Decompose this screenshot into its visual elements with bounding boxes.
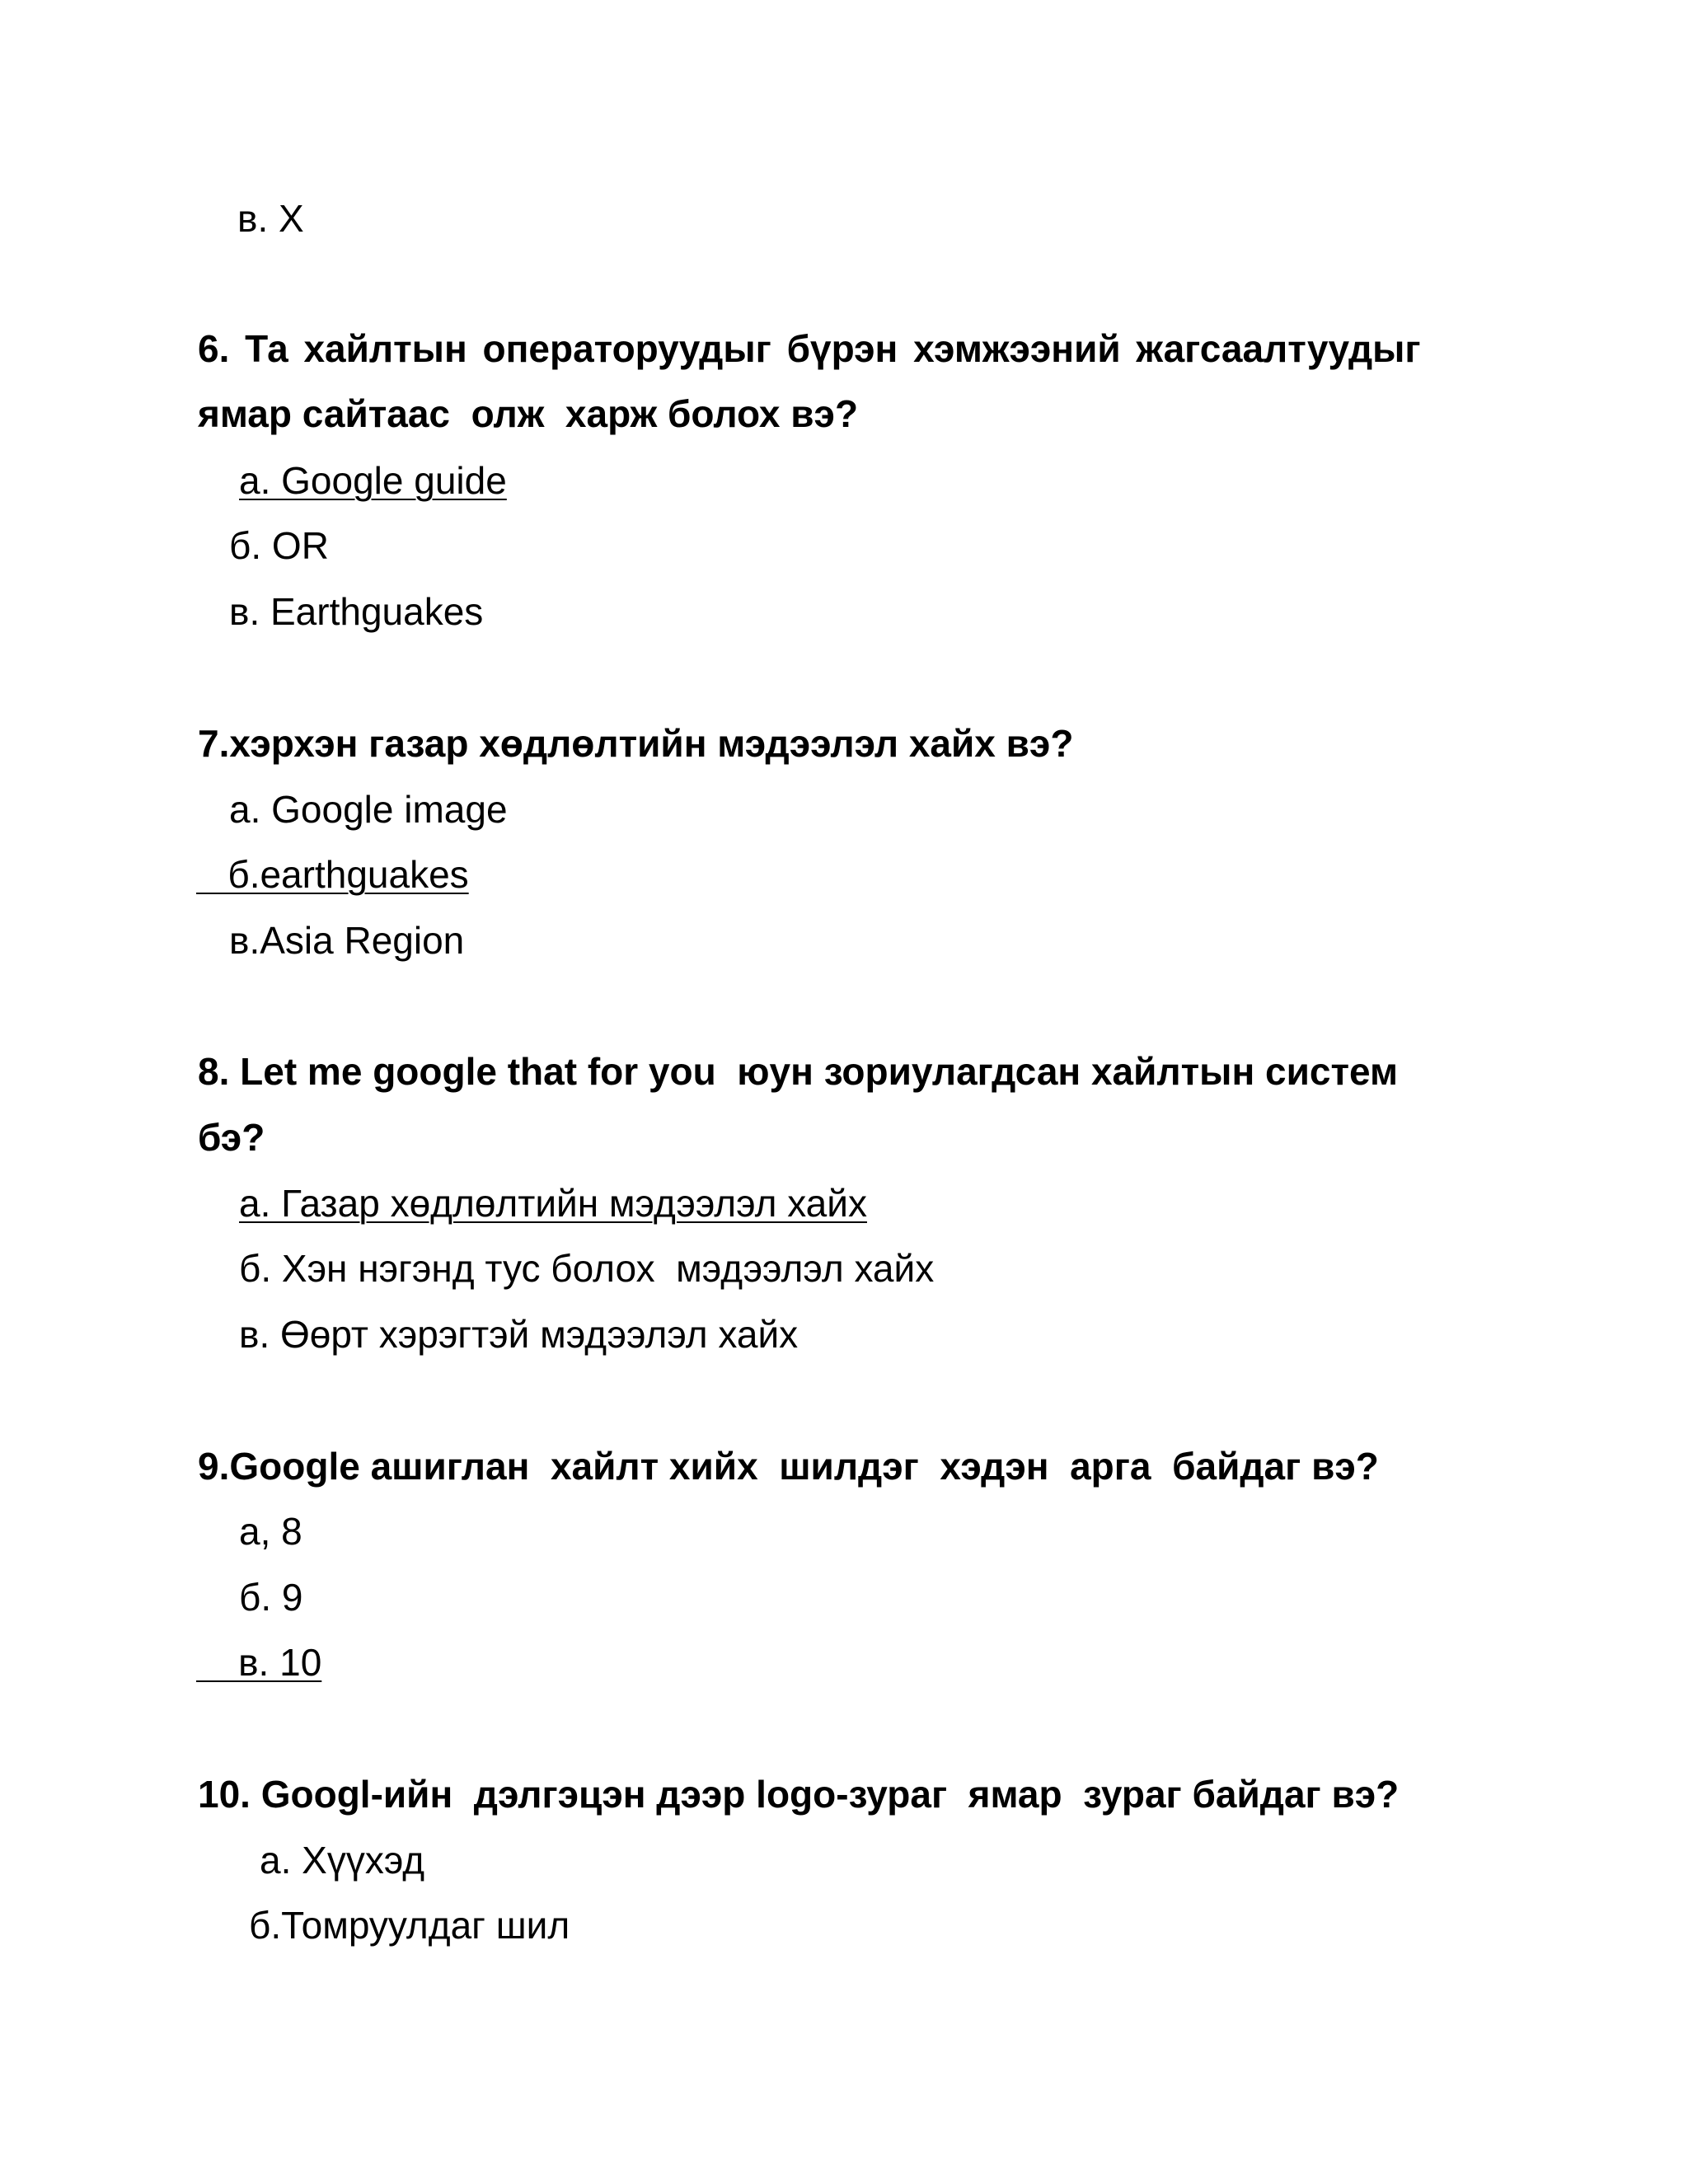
question-7-option-c: в.Asia Region <box>229 919 465 962</box>
question-6-option-b: б. OR <box>229 524 329 567</box>
question-8-line-2: бэ? <box>198 1116 265 1159</box>
question-8-line-1: 8. Let me google that for you юун зориулагдсан хайлтын систем <box>198 1050 1398 1093</box>
question-6-line-2: ямар сайтаас олж харж болох вэ? <box>198 392 859 435</box>
question-6-line-1: 6. Та хайлтын операторуудыг бүрэн хэмжээний жагсаалтуудыг <box>198 327 1421 370</box>
question-6-option-a: а. Google guide <box>239 459 507 502</box>
question-9-option-c: в. 10 <box>196 1641 322 1684</box>
question-9-line-1: 9.Google ашиглан хайлт хийх шилдэг хэдэн арга байдаг вэ? <box>198 1445 1379 1488</box>
question-10-option-b: б.Томруулдаг шил <box>249 1904 570 1947</box>
question-7-option-a: а. Google image <box>229 788 508 831</box>
question-8-option-c: в. Өөрт хэрэгтэй мэдээлэл хайх <box>239 1313 799 1356</box>
question-9-option-b: б. 9 <box>239 1576 303 1619</box>
question-7-line-1: 7.хэрхэн газар хөдлөлтийн мэдээлэл хайх вэ? <box>198 722 1074 765</box>
question-9-option-a: а, 8 <box>239 1510 302 1553</box>
option-top-v: в. X <box>237 197 304 240</box>
question-8-option-a: а. Газар хөдлөлтийн мэдээлэл хайх <box>239 1182 867 1225</box>
question-10-option-a: а. Хүүхэд <box>260 1839 425 1882</box>
question-7-option-b: б.earthguakes <box>196 853 469 896</box>
question-6-option-c: в. Earthguakes <box>229 590 484 633</box>
question-8-option-b: б. Хэн нэгэнд тус болох мэдээлэл хайх <box>239 1247 935 1290</box>
question-10-line-1: 10. Googl-ийн дэлгэцэн дээр logo-зураг ямар зураг байдаг вэ? <box>198 1773 1400 1816</box>
